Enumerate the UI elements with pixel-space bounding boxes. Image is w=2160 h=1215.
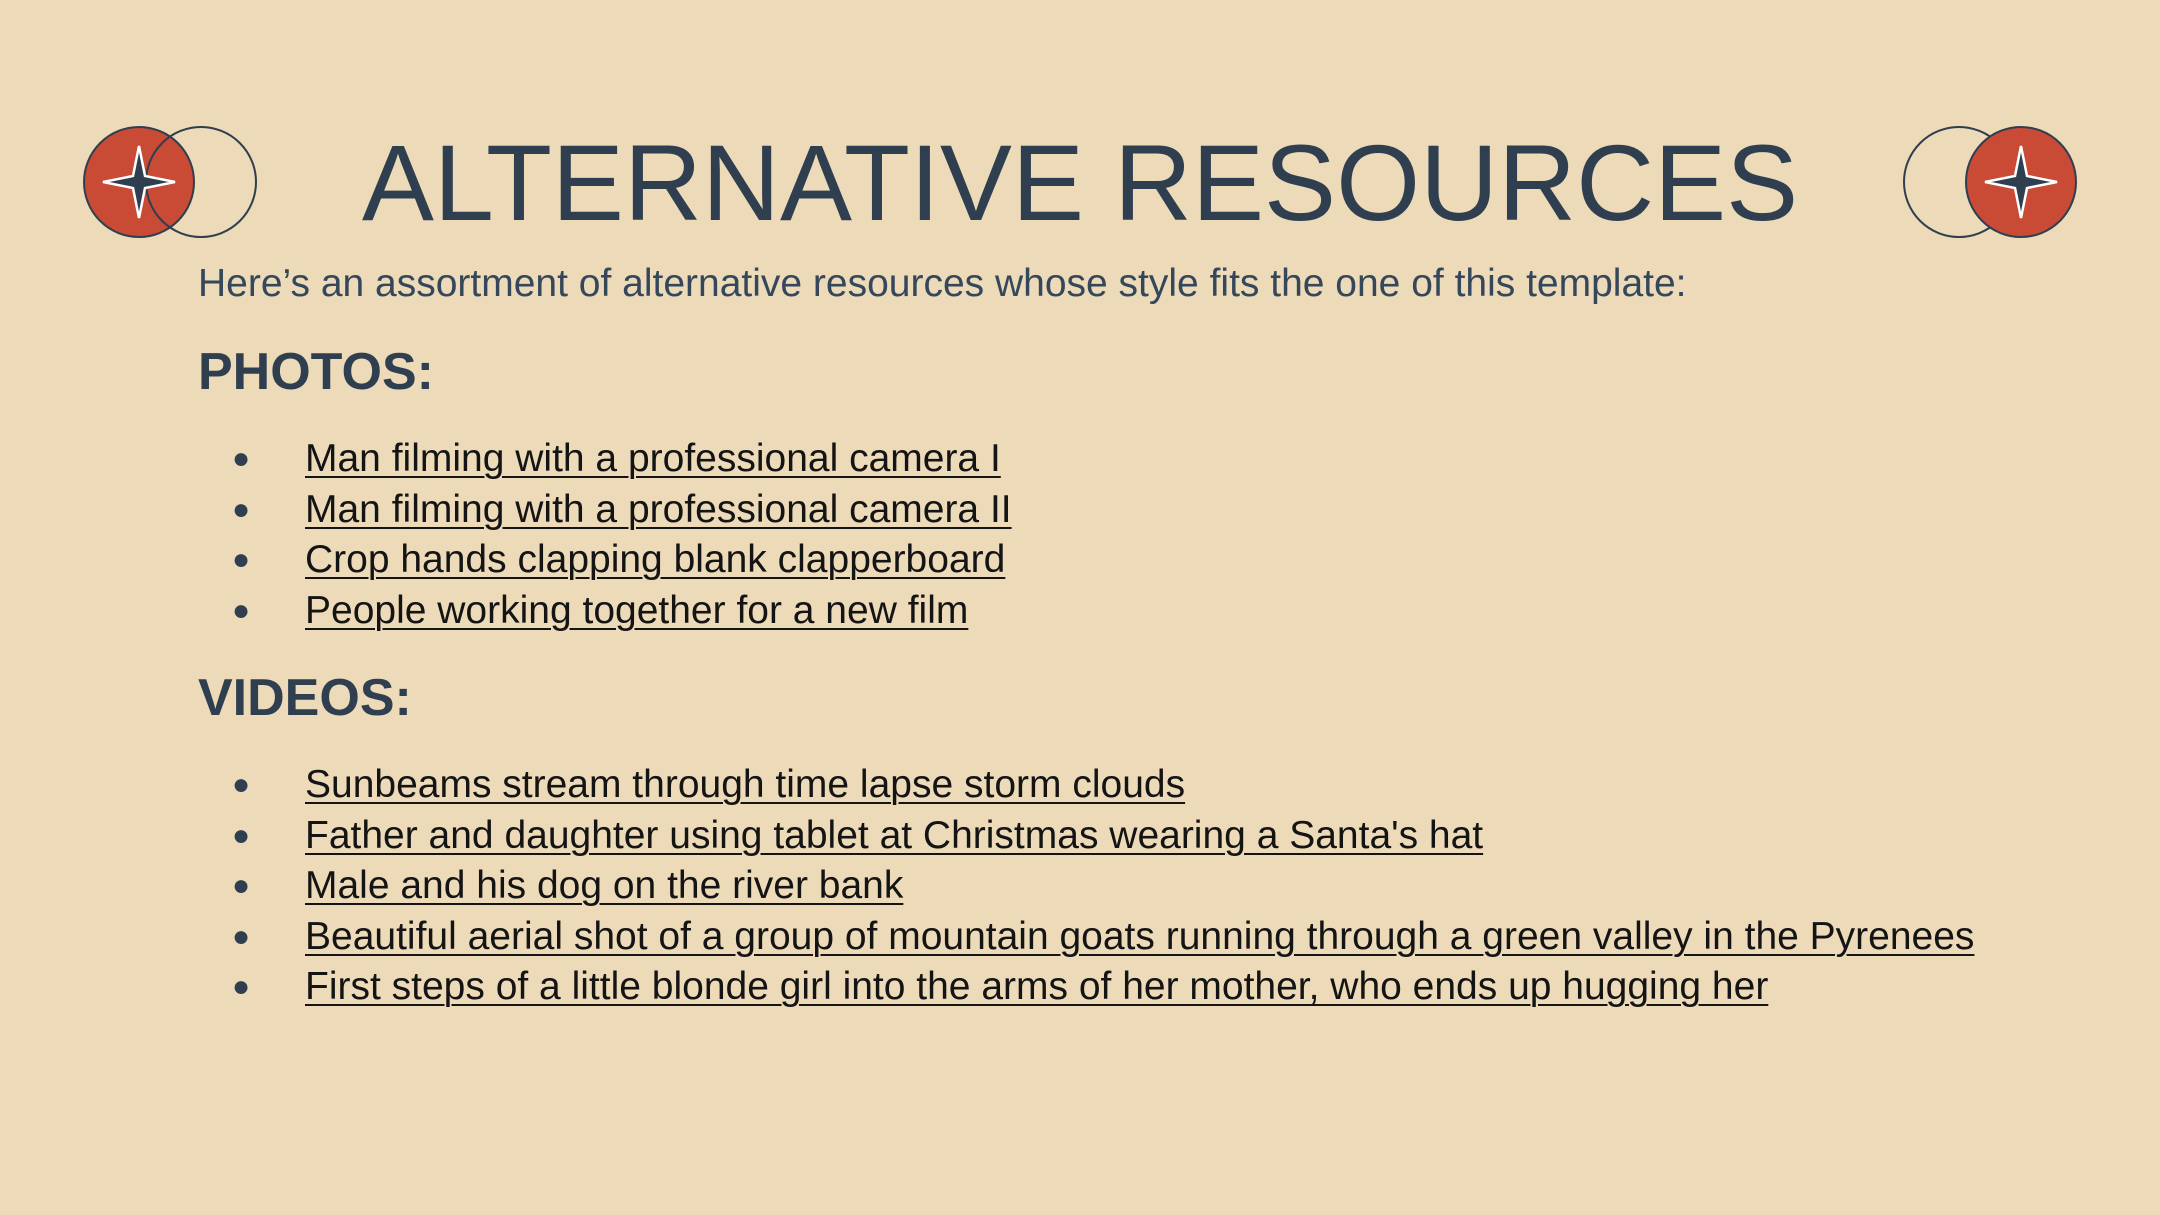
bullet-icon: ●: [232, 543, 251, 576]
bullet-icon: ●: [232, 869, 251, 902]
list-item: [0, 760, 2160, 811]
slide-title: ALTERNATIVE RESOURCES: [361, 122, 1799, 243]
list-item: [0, 586, 2160, 637]
bullet-icon: ●: [232, 593, 251, 627]
list-item: [0, 535, 2160, 586]
photos-heading: PHOTOS:: [198, 343, 434, 401]
list-item: [0, 485, 2160, 536]
list-item: [0, 962, 2160, 1013]
slide-subtitle: Here’s an assortment of alternative resources whose style fits the one of this template:: [198, 262, 1687, 305]
bullet-icon: ●: [232, 492, 251, 526]
photo-link[interactable]: Man filming with a professional camera II: [305, 487, 1012, 531]
list-item: [0, 861, 2160, 912]
photos-list: [0, 434, 2160, 636]
list-item: [0, 912, 2160, 963]
photo-link[interactable]: Man filming with a professional camera I: [305, 437, 1001, 480]
video-link[interactable]: Beautiful aerial shot of a group of mountain goats running through a green valley in the Pyrenees: [305, 914, 1975, 958]
video-link[interactable]: Sunbeams stream through time lapse storm clouds: [305, 763, 1186, 806]
videos-list: [0, 760, 2160, 1013]
bullet-icon: ●: [232, 768, 251, 801]
list-item: [0, 434, 2160, 485]
video-link[interactable]: Male and his dog on the river bank: [305, 864, 904, 907]
list-item: [0, 811, 2160, 862]
photo-link[interactable]: People working together for a new film: [305, 588, 969, 632]
bullet-icon: ●: [232, 442, 251, 475]
videos-heading: VIDEOS:: [198, 669, 412, 727]
bullet-icon: ●: [232, 970, 251, 1003]
video-link[interactable]: Father and daughter using tablet at Christmas wearing a Santa's hat: [305, 813, 1484, 857]
video-link[interactable]: First steps of a little blonde girl into the arms of her mother, who ends up hugging her: [305, 965, 1769, 1008]
photo-link[interactable]: Crop hands clapping blank clapperboard: [305, 538, 1006, 581]
bullet-icon: ●: [232, 818, 251, 852]
bullet-icon: ●: [232, 919, 251, 953]
